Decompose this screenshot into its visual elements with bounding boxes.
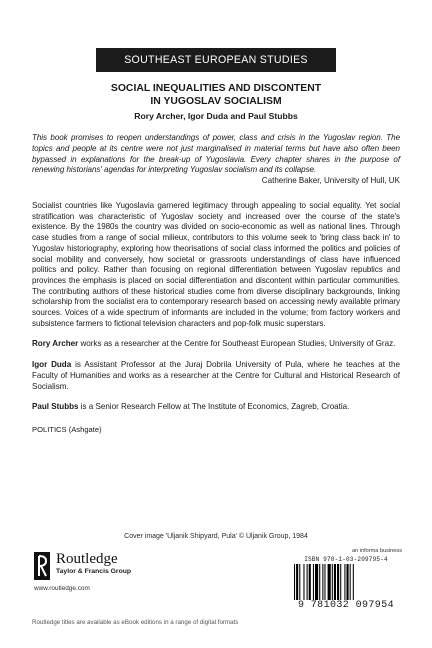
author-bio [32,360,400,392]
series-label: SOUTHEAST EUROPEAN STUDIES [96,48,336,72]
author-bio-name: Paul Stubbs [32,402,79,412]
subject-category: POLITICS (Ashgate) [32,424,102,434]
author-bio [32,402,400,413]
barcode-digits: 9 781032 097954 [297,600,394,611]
barcode [290,548,402,612]
ebook-note: Routledge titles are available as eBook editions in a range of digital formats [32,619,239,626]
book-description: Socialist countries like Yugoslavia garnered legitimacy through appealing to social equality. Yet social stratification was characteristic of Yugoslav society and increased over the course of the state's existence. By the 1980s the country was divided on socio-economic as well as national lines. Through case studies from a range of social milieux, contributors to this volume seek to 'bring class back in' to Yugoslav historiography, exploring how theorisations of social class informed the politics and policies of social mobility and conversely, how societal or grassroots understandings of class have influenced politics and policy. Rather than focusing on regional differentiation between Yugoslav republics and provinces the emphasis is placed on social differentiation and discontent within particular communities. The contributing authors of these historical studies come from diverse disciplinary backgrounds, linking scholarship from the socialist era to contemporary research based on accessing newly available primary sources. Voices of a wide spectrum of informants are included in the volume; from factory workers and subsistence farmers to fictional television characters and pop-folk music superstars. [32,200,400,328]
endorsement-attribution: Catherine Baker, University of Hull, UK [261,176,400,186]
endorsement-quote: This book promises to reopen understandings of power, class and crisis in the Yugoslav region. The topics and people at its centre were not just marginalised in material terms but have also often been bypassed in explanations for the break-up of Yugoslavia. Every chapter shares in the purpose of renewing historians' agendas for interpreting Yugoslav socialism and its collapse. [32,133,400,175]
book-title [32,82,400,108]
series-header [0,0,432,78]
author-bio-name: Igor Duda [32,360,72,370]
author-bio-text: works as a researcher at the Centre for Southeast European Studies, University of Graz. [78,339,396,349]
isbn-text: ISBN 978-1-03-209795-4 [304,556,388,563]
cover-image-credit: Cover image 'Uljanik Shipyard, Pula' © Uljanik Group, 1984 [124,533,308,540]
author-bio-text: is Assistant Professor at the Juraj Dobrila University of Pula, where he teaches at the Faculty of Humanities and works as a researcher at the Centre for Cultural and Historical Research of Socialism. [32,360,400,391]
barcode-bars-icon [294,564,402,600]
title-line-2: IN YUGOSLAV SOCIALISM [150,96,282,107]
author-bio-name: Rory Archer [32,339,79,349]
informa-label: an informa business [351,548,402,554]
book-authors: Rory Archer, Igor Duda and Paul Stubbs [134,111,298,121]
publisher-name: Routledge [56,551,118,567]
author-bio [32,339,400,350]
publisher-logo [34,552,204,586]
title-line-1: SOCIAL INEQUALITIES AND DISCONTENT [110,83,322,94]
publisher-url: www.routledge.com [34,585,90,592]
publisher-group: Taylor & Francis Group [56,568,132,575]
routledge-logo-icon [34,552,50,580]
author-bio-text: is a Senior Research Fellow at The Institute of Economics, Zagreb, Croatia. [78,402,350,412]
back-cover-content [32,82,400,434]
